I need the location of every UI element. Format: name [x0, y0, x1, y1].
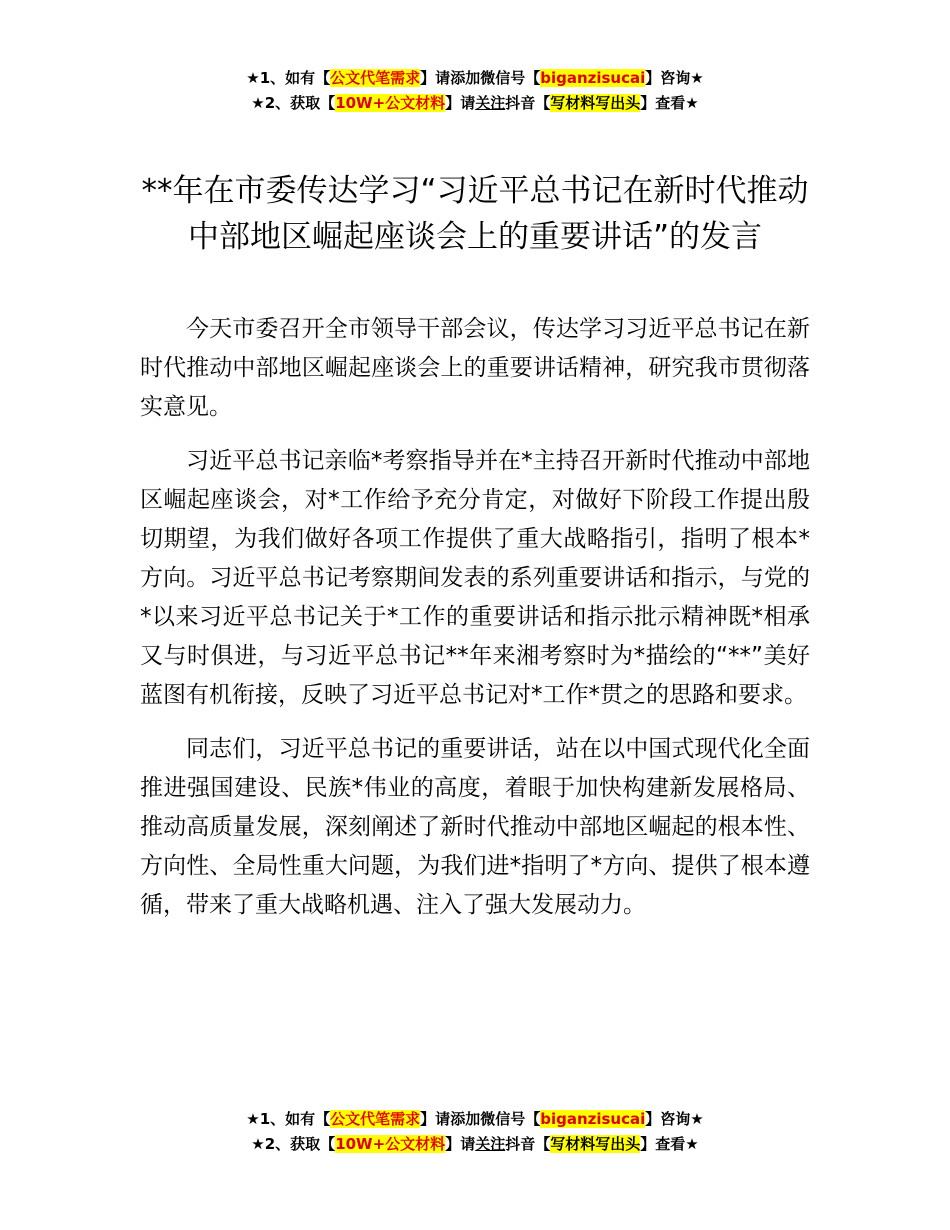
promo-line-1-middle-a: 】请: [420, 69, 451, 87]
promo-line-2-emph: 关注: [475, 94, 506, 112]
footer-line-1-prefix: ★1、如有【: [246, 1110, 331, 1128]
footer-promo-line-1: [0, 1107, 950, 1132]
promo-line-2-middle-a: 】请: [445, 94, 476, 112]
promo-line-1-suffix: 】咨询★: [645, 69, 704, 87]
promo-line-1: [0, 66, 950, 91]
promo-line-1-middle-b: 微信号【: [480, 69, 541, 87]
footer-line-2-suffix: 】查看★: [640, 1135, 699, 1153]
footer-line-1-middle-b: 微信号【: [480, 1110, 541, 1128]
body-paragraph-2: 习近平总书记亲临*考察指导并在*主持召开新时代推动中部地区崛起座谈会，对*工作给予充分肯定，对做好下阶段工作提出殷切期望，为我们做好各项工作提供了重大战略指引，指明了根本*方向。习近平总书记考察期间发表的系列重要讲话和指示，与党的*以来习近平总书记关于*工作的重要讲话和指示批示精神既*相承又与时俱进，与习近平总书记**年来湘考察时为*描绘的“**”美好蓝图有机衔接，反映了习近平总书记对*工作*贯之的思路和要求。: [140, 448, 810, 708]
promo-line-2-suffix: 】查看★: [640, 94, 699, 112]
document-title: **年在市委传达学习“习近平总书记在新时代推动中部地区崛起座谈会上的重要讲话”的发言: [141, 173, 809, 255]
header-promo-banner: [0, 66, 950, 116]
footer-line-2-middle-b: 抖音【: [505, 1135, 551, 1153]
body-paragraph-1: 今天市委召开全市领导干部会议，传达学习习近平总书记在新时代推动中部地区崛起座谈会上的重要讲话精神，研究我市贯彻落实意见。: [140, 316, 810, 420]
footer-materials-highlight: 10W+公文材料: [335, 1135, 446, 1153]
footer-line-2-middle-a: 】请: [445, 1135, 476, 1153]
promo-line-2-middle-b: 抖音【: [505, 94, 551, 112]
body-paragraph-3: 同志们，习近平总书记的重要讲话，站在以中国式现代化全面推进强国建设、民族*伟业的高度，着眼于加快构建新发展格局、推动高质量发展，深刻阐述了新时代推动中部地区崛起的根本性、方向性、全局性重大问题，为我们进*指明了*方向、提供了根本遵循，带来了重大战略机遇、注入了强大发展动力。: [140, 736, 810, 918]
promo-line-1-prefix: ★1、如有【: [246, 69, 331, 87]
footer-line-1-emph: 添加: [450, 1110, 481, 1128]
promo-line-1-emph: 添加: [450, 69, 481, 87]
footer-promo-banner: [0, 1107, 950, 1157]
footer-line-2-emph: 关注: [475, 1135, 506, 1153]
footer-line-1-middle-a: 】请: [420, 1110, 451, 1128]
footer-promo-line-2: [0, 1132, 950, 1157]
promo-douyin-account: 写材料写出头: [550, 94, 641, 112]
promo-wechat-id: biganzisucai: [540, 69, 646, 87]
footer-wechat-id: biganzisucai: [540, 1110, 646, 1128]
footer-line-2-prefix: ★2、获取【: [251, 1135, 336, 1153]
promo-line-2: [0, 91, 950, 116]
promo-service-highlight: 公文代笔需求: [330, 69, 421, 87]
document-body: [140, 310, 810, 940]
promo-materials-highlight: 10W+公文材料: [335, 94, 446, 112]
footer-line-1-suffix: 】咨询★: [645, 1110, 704, 1128]
footer-douyin-account: 写材料写出头: [550, 1135, 641, 1153]
footer-service-highlight: 公文代笔需求: [330, 1110, 421, 1128]
promo-line-2-prefix: ★2、获取【: [251, 94, 336, 112]
